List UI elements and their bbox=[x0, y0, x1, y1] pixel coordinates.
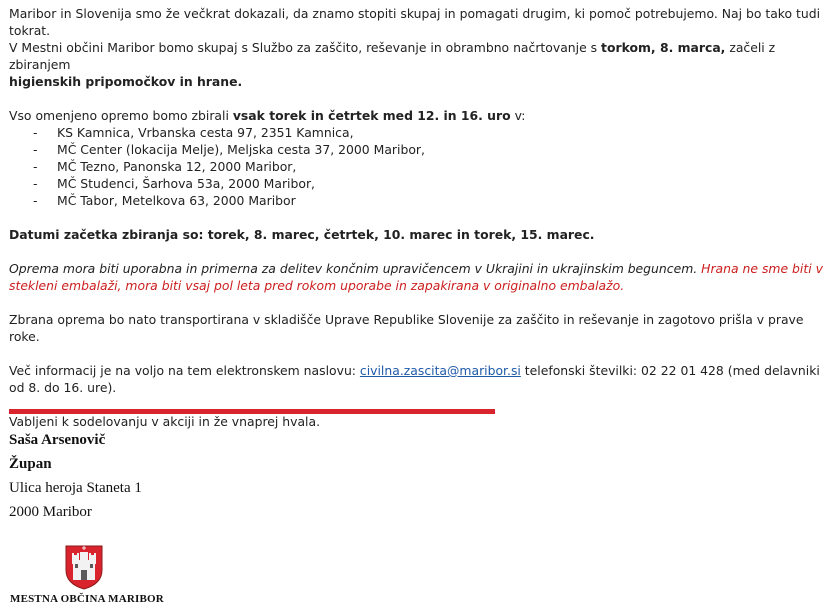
location-list bbox=[9, 124, 824, 209]
email-body bbox=[9, 5, 824, 430]
closing-paragraph: Vabljeni k sodelovanju v akciji in že vnaprej hvala. bbox=[9, 414, 321, 429]
list-item: - KS Kamnica, Vrbanska cesta 97, 2351 Kamnica, bbox=[9, 124, 824, 141]
notice-paragraph bbox=[9, 260, 824, 294]
signer-title: Župan bbox=[9, 456, 52, 472]
collection-schedule: vsak torek in četrtek med 12. in 16. uro bbox=[232, 108, 511, 123]
notice-text: Oprema mora biti uporabna in primerna za delitev končnim upravičencem v Ukrajini in ukrajinskim beguncem. bbox=[9, 261, 702, 276]
collected-items: higienskih pripomočkov in hrane. bbox=[9, 74, 243, 89]
intro-line-2-end: začeli z zbiranjem bbox=[9, 40, 776, 72]
email-link[interactable]: civilna.zascita@maribor.si bbox=[359, 363, 521, 378]
list-item: - MČ Tabor, Metelkova 63, 2000 Maribor bbox=[9, 192, 824, 209]
organization-name: MESTNA OBČINA MARIBOR bbox=[10, 593, 164, 605]
signer-name: Saša Arsenovič bbox=[9, 432, 106, 448]
contact-text: Več informacij je na voljo na tem elektronskem naslovu: bbox=[9, 363, 360, 378]
signature-divider bbox=[9, 409, 495, 414]
list-item: - MČ Studenci, Šarhova 53a, 2000 Maribor, bbox=[9, 175, 824, 192]
collection-intro: Vso omenjeno opremo bomo zbirali bbox=[9, 108, 233, 123]
list-item: - MČ Tezno, Panonska 12, 2000 Maribor, bbox=[9, 158, 824, 175]
start-date: torkom, 8. marca, bbox=[601, 40, 726, 55]
intro-paragraph bbox=[9, 5, 824, 90]
collection-paragraph bbox=[9, 107, 824, 124]
intro-line-2: V Mestni občini Maribor bomo skupaj s Službo za zaščito, reševanje in obrambno načrtovanje s bbox=[9, 40, 602, 55]
coat-of-arms-icon bbox=[63, 544, 105, 590]
address-street: Ulica heroja Staneta 1 bbox=[9, 480, 142, 496]
food-warning: Hrana ne sme biti v stekleni embalaži, mora biti vsaj pol leta pred rokom uporabe in zapakirana v originalno embalažo. bbox=[9, 261, 823, 293]
collection-intro-end: v: bbox=[510, 108, 526, 123]
intro-line-1: Maribor in Slovenija smo že večkrat dokazali, da znamo stopiti skupaj in pomagati drugim, ki pomoč potrebujemo. Naj bo tako tudi tokrat. bbox=[9, 6, 821, 38]
transport-paragraph: Zbrana oprema bo nato transportirana v skladišče Uprave Republike Slovenije za zaščito in reševanje in zagotovo prišla v prave roke. bbox=[9, 312, 804, 344]
list-item: - MČ Center (lokacija Melje), Meljska cesta 37, 2000 Maribor, bbox=[9, 141, 824, 158]
signature-block bbox=[9, 428, 142, 524]
contact-phone: telefonski številki: 02 22 01 428 (med delavniki od 8. do 16. ure). bbox=[9, 363, 820, 395]
dates-paragraph: Datumi začetka zbiranja so: torek, 8. marec, četrtek, 10. marec in torek, 15. marec. bbox=[9, 227, 595, 242]
contact-paragraph bbox=[9, 362, 824, 396]
address-city: 2000 Maribor bbox=[9, 504, 92, 520]
